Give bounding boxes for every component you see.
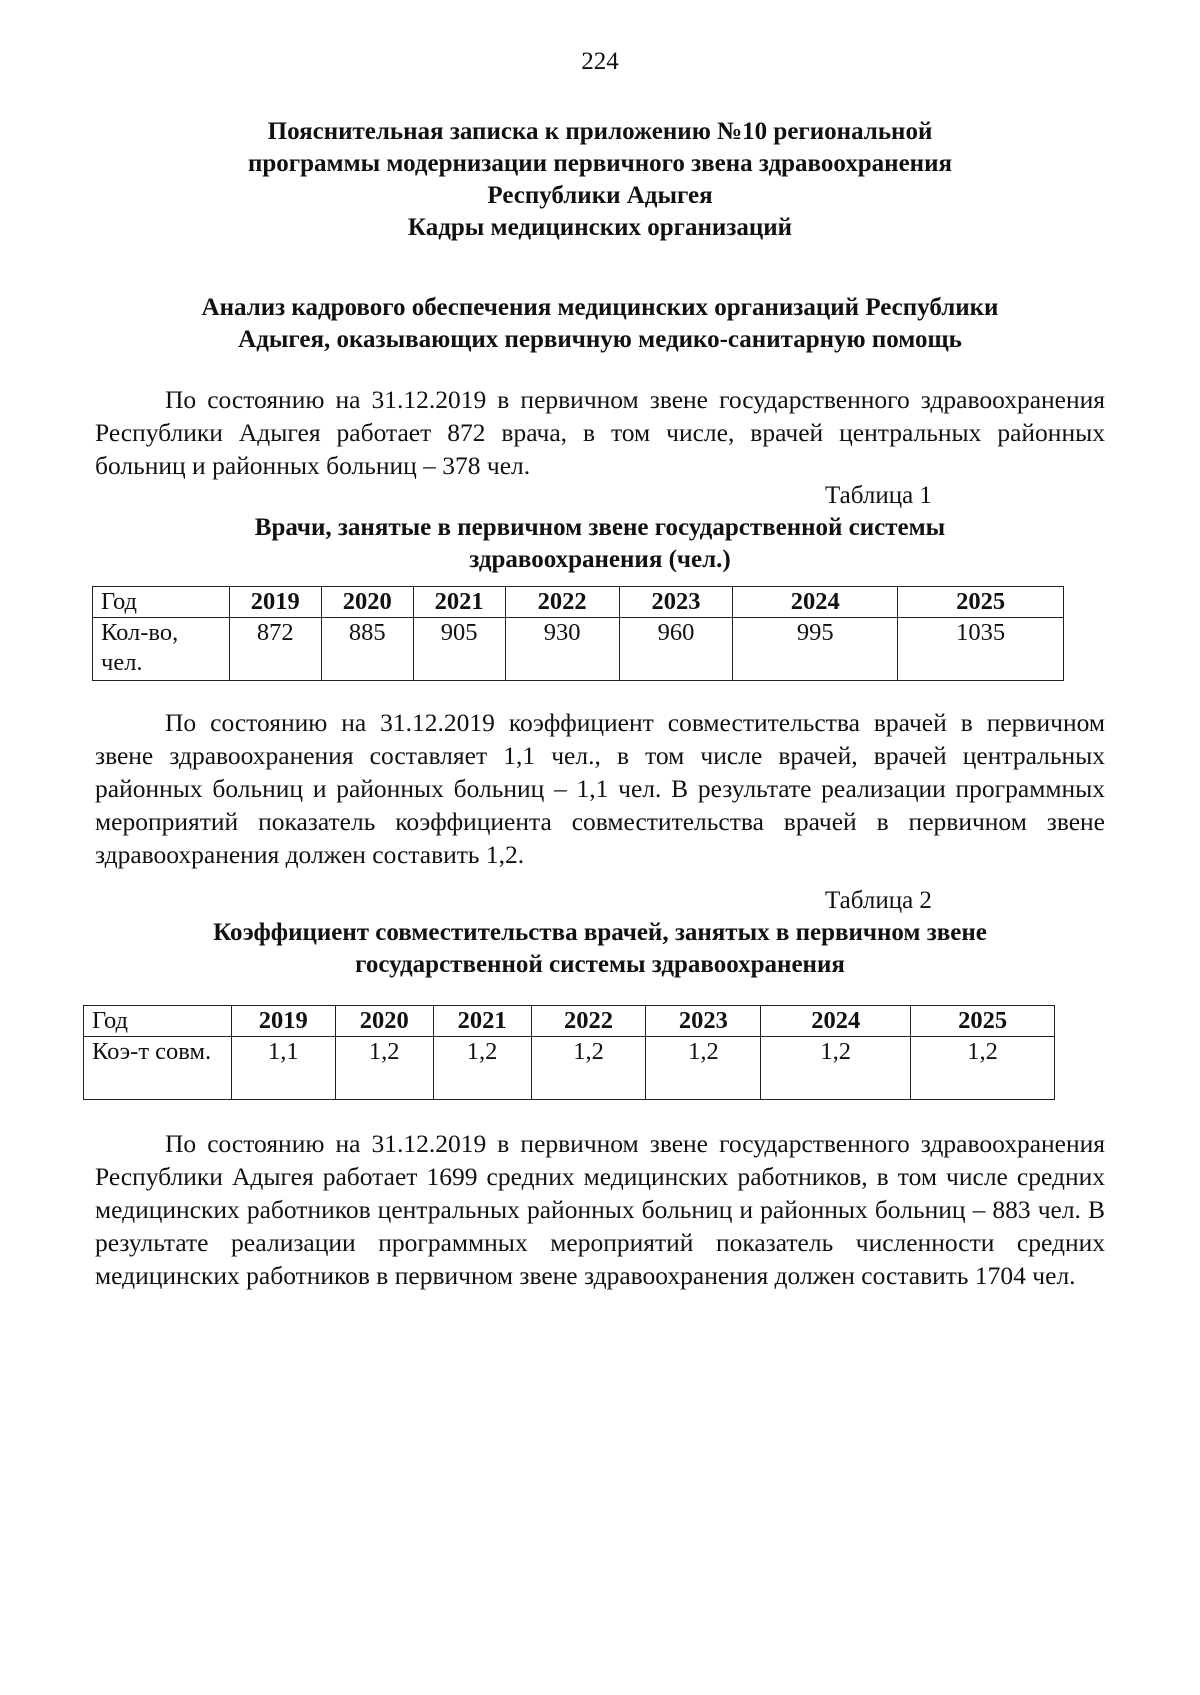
- table1-row-label: Кол-во, чел.: [93, 618, 230, 681]
- paragraph-1-text: По состоянию на 31.12.2019 в первичном звене государственного здравоохранения Республики Адыгея работает 872 врача, в том числе, врачей центральных районных больниц и районных больниц – 378 чел.: [95, 385, 1105, 480]
- table2-value-cell: 1,2: [761, 1037, 911, 1100]
- section-title-line-1: Анализ кадрового обеспечения медицинских организаций Республики: [201, 294, 999, 321]
- table2-value-row: [84, 1037, 1055, 1100]
- table1-header-cell: 2025: [898, 587, 1064, 618]
- paragraph-2-text: По состоянию на 31.12.2019 коэффициент совместительства врачей в первичном звене здравоохранения составляет 1,1 чел., в том числе врачей, врачей центральных районных больниц и районных больниц – 1,1 чел. В результате реализации программных мероприятий показатель коэффициента совместительства врачей в первичном звене здравоохранения должен составить 1,2.: [95, 708, 1105, 869]
- table2-title-line-1: Коэффициент совместительства врачей, занятых в первичном звене: [213, 919, 987, 946]
- table1-value-cell: 872: [229, 618, 321, 681]
- table1-value-cell: 905: [413, 618, 505, 681]
- table1-label: Таблица 1: [825, 482, 932, 509]
- table1-value-cell: 1035: [898, 618, 1064, 681]
- table2-header-row: [84, 1006, 1055, 1037]
- table2-header-cell: 2025: [911, 1006, 1055, 1037]
- table1-header-year: Год: [93, 587, 230, 618]
- header-line-1: Пояснительная записка к приложению №10 региональной: [267, 118, 933, 145]
- table1-value-row: [93, 618, 1064, 681]
- table2-title-line-2: государственной системы здравоохранения: [355, 951, 845, 978]
- table2-header-cell: 2023: [646, 1006, 761, 1037]
- table2-value-cell: 1,2: [646, 1037, 761, 1100]
- table2-row-label: Коэ-т совм.: [84, 1037, 232, 1100]
- table1-header-cell: 2020: [321, 587, 413, 618]
- table1-value-cell: 885: [321, 618, 413, 681]
- table1-value-cell: 960: [619, 618, 733, 681]
- table2-value-cell: 1,2: [911, 1037, 1055, 1100]
- header-line-4: Кадры медицинских организаций: [407, 214, 793, 241]
- table1-value-cell: 995: [733, 618, 898, 681]
- table1-header-row: [93, 587, 1064, 618]
- table2-value-cell: 1,2: [531, 1037, 646, 1100]
- paragraph-2: [95, 706, 1105, 871]
- table1-header-cell: 2019: [229, 587, 321, 618]
- table1-value-cell: 930: [505, 618, 619, 681]
- table2-header-cell: 2022: [531, 1006, 646, 1037]
- table2-value-cell: 1,2: [433, 1037, 531, 1100]
- section-title-line-2: Адыгея, оказывающих первичную медико-санитарную помощь: [238, 326, 962, 353]
- paragraph-3: [95, 1127, 1105, 1292]
- table2-header-cell: 2021: [433, 1006, 531, 1037]
- header-line-2: программы модернизации первичного звена здравоохранения: [247, 150, 953, 177]
- table2-header-cell: 2019: [231, 1006, 335, 1037]
- table2-header-cell: 2020: [335, 1006, 433, 1037]
- table2: [83, 1005, 1055, 1100]
- table1-title-line-2: здравоохранения (чел.): [469, 546, 731, 573]
- header-line-3: Республики Адыгея: [487, 182, 713, 209]
- paragraph-1: [95, 383, 1105, 482]
- table2-value-cell: 1,1: [231, 1037, 335, 1100]
- table2-value-cell: 1,2: [335, 1037, 433, 1100]
- table1-header-cell: 2022: [505, 587, 619, 618]
- table1-header-cell: 2021: [413, 587, 505, 618]
- table1-header-cell: 2024: [733, 587, 898, 618]
- paragraph-3-text: По состоянию на 31.12.2019 в первичном звене государственного здравоохранения Республики Адыгея работает 1699 средних медицинских работников, в том числе средних медицинских работников центральных районных больниц и районных больниц – 883 чел. В результате реализации программных мероприятий показатель численности средних медицинских работников в первичном звене здравоохранения должен составить 1704 чел.: [95, 1129, 1105, 1290]
- table1-header-cell: 2023: [619, 587, 733, 618]
- table2-header-cell: 2024: [761, 1006, 911, 1037]
- table1: [92, 586, 1064, 681]
- table2-header-year: Год: [84, 1006, 232, 1037]
- table2-label: Таблица 2: [825, 887, 932, 914]
- table1-title-line-1: Врачи, занятые в первичном звене государственной системы: [254, 514, 946, 541]
- page-number: 224: [581, 48, 619, 75]
